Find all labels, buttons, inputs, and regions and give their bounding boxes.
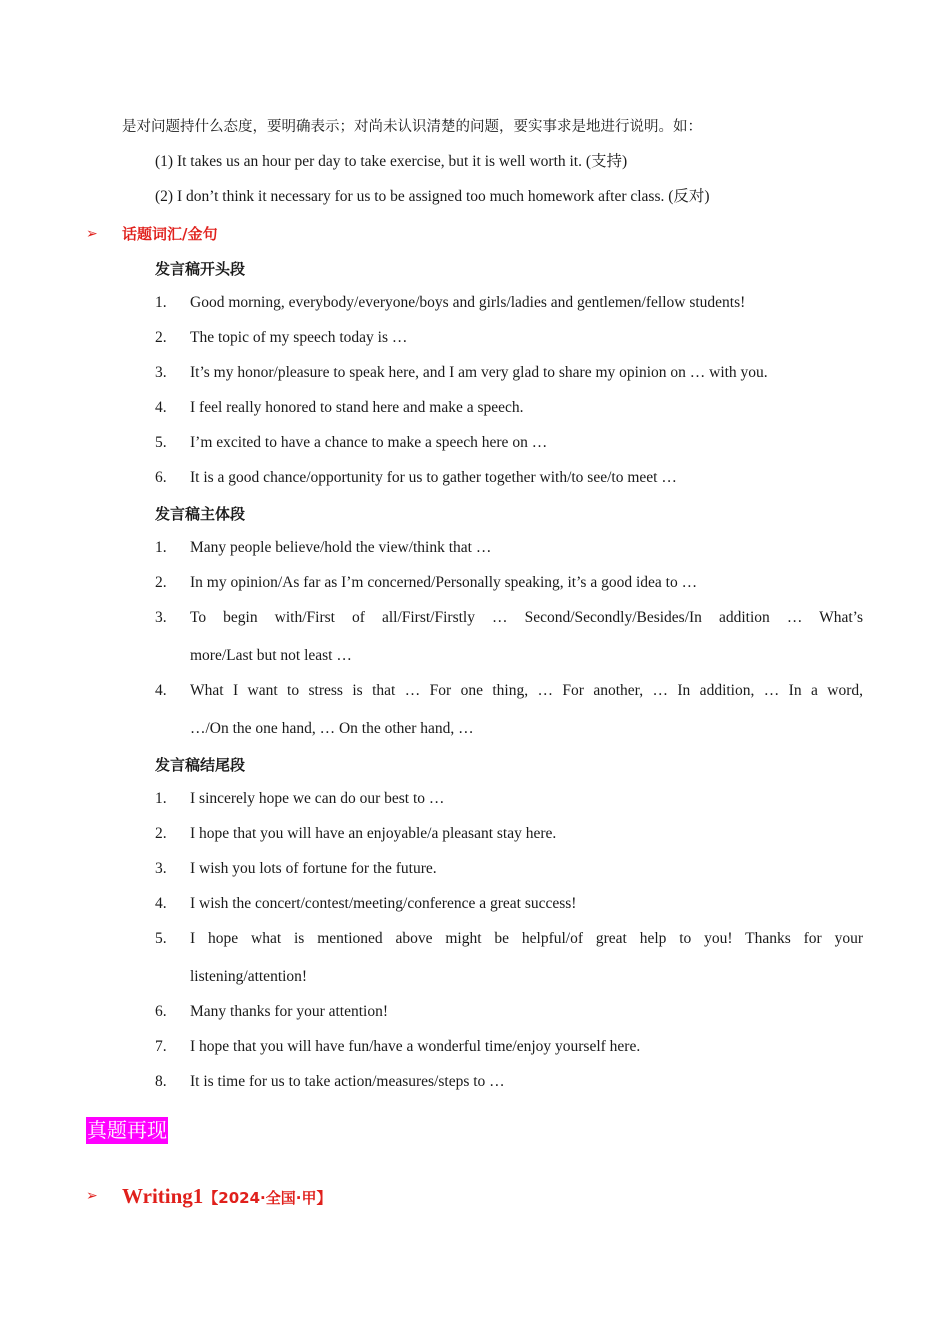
item-number: 1. bbox=[155, 539, 167, 556]
item-text: It is time for us to take action/measures/steps to … bbox=[190, 1073, 505, 1090]
item-number: 2. bbox=[155, 825, 167, 842]
item-number: 4. bbox=[155, 682, 167, 699]
item-number: 3. bbox=[155, 364, 167, 381]
example-oppose: (2) I don’t think it necessary for us to be assigned too much homework after class. (反对) bbox=[155, 188, 710, 205]
item-number: 2. bbox=[155, 574, 167, 591]
item-text: I hope that you will have an enjoyable/a pleasant stay here. bbox=[190, 825, 557, 842]
item-text: Good morning, everybody/everyone/boys and girls/ladies and gentlemen/fellow students! bbox=[190, 294, 746, 311]
item-text: What I want to stress is that … For one thing, … For another, … In addition, … In a word, bbox=[190, 682, 863, 699]
writing-title-label: Writing1 bbox=[122, 1184, 204, 1208]
item-number: 8. bbox=[155, 1073, 167, 1090]
item-text-continued: …/On the one hand, … On the other hand, … bbox=[190, 720, 474, 737]
body-heading: 发言稿主体段 bbox=[155, 505, 246, 523]
item-text: I feel really honored to stand here and make a speech. bbox=[190, 399, 524, 416]
item-number: 1. bbox=[155, 790, 167, 807]
closing-heading: 发言稿结尾段 bbox=[155, 756, 246, 774]
item-text: It is a good chance/opportunity for us to gather together with/to see/to meet … bbox=[190, 469, 677, 486]
item-text-continued: more/Last but not least … bbox=[190, 647, 352, 664]
item-number: 6. bbox=[155, 1003, 167, 1020]
item-text: Many people believe/hold the view/think that … bbox=[190, 539, 492, 556]
item-number: 2. bbox=[155, 329, 167, 346]
item-number: 5. bbox=[155, 434, 167, 451]
item-text: I sincerely hope we can do our best to … bbox=[190, 790, 445, 807]
item-text: I wish you lots of fortune for the future. bbox=[190, 860, 437, 877]
arrow-bullet-icon: ➢ bbox=[86, 226, 98, 242]
writing-source: 【2024·全国·甲】 bbox=[203, 1189, 332, 1207]
item-text: I’m excited to have a chance to make a speech here on … bbox=[190, 434, 548, 451]
section-tag: 真题再现 bbox=[87, 1118, 167, 1142]
item-text: I wish the concert/contest/meeting/conference a great success! bbox=[190, 895, 577, 912]
intro-paragraph: 是对问题持什么态度，要明确表示；对尚未认识清楚的问题，要实事求是地进行说明。如： bbox=[122, 119, 702, 135]
item-number: 1. bbox=[155, 294, 167, 311]
item-text: The topic of my speech today is … bbox=[190, 329, 408, 346]
writing-title bbox=[122, 1182, 331, 1212]
item-number: 3. bbox=[155, 609, 167, 626]
item-text: To begin with/First of all/First/Firstly … Second/Secondly/Besides/In addition … What’s bbox=[190, 609, 863, 626]
opening-heading: 发言稿开头段 bbox=[155, 260, 246, 278]
topic-title: 话题词汇/金句 bbox=[122, 225, 218, 243]
item-number: 6. bbox=[155, 469, 167, 486]
arrow-bullet-icon: ➢ bbox=[86, 1188, 98, 1204]
item-number: 3. bbox=[155, 860, 167, 877]
item-text: In my opinion/As far as I’m concerned/Personally speaking, it’s a good idea to … bbox=[190, 574, 698, 591]
item-number: 5. bbox=[155, 930, 167, 947]
item-number: 4. bbox=[155, 895, 167, 912]
item-number: 7. bbox=[155, 1038, 167, 1055]
item-number: 4. bbox=[155, 399, 167, 416]
example-support: (1) It takes us an hour per day to take exercise, but it is well worth it. (支持) bbox=[155, 153, 628, 170]
item-text: Many thanks for your attention! bbox=[190, 1003, 389, 1020]
item-text: I hope what is mentioned above might be helpful/of great help to you! Thanks for your bbox=[190, 930, 863, 947]
item-text: I hope that you will have fun/have a wonderful time/enjoy yourself here. bbox=[190, 1038, 641, 1055]
item-text-continued: listening/attention! bbox=[190, 968, 308, 985]
item-text: It’s my honor/pleasure to speak here, and I am very glad to share my opinion on … with you. bbox=[190, 364, 768, 381]
